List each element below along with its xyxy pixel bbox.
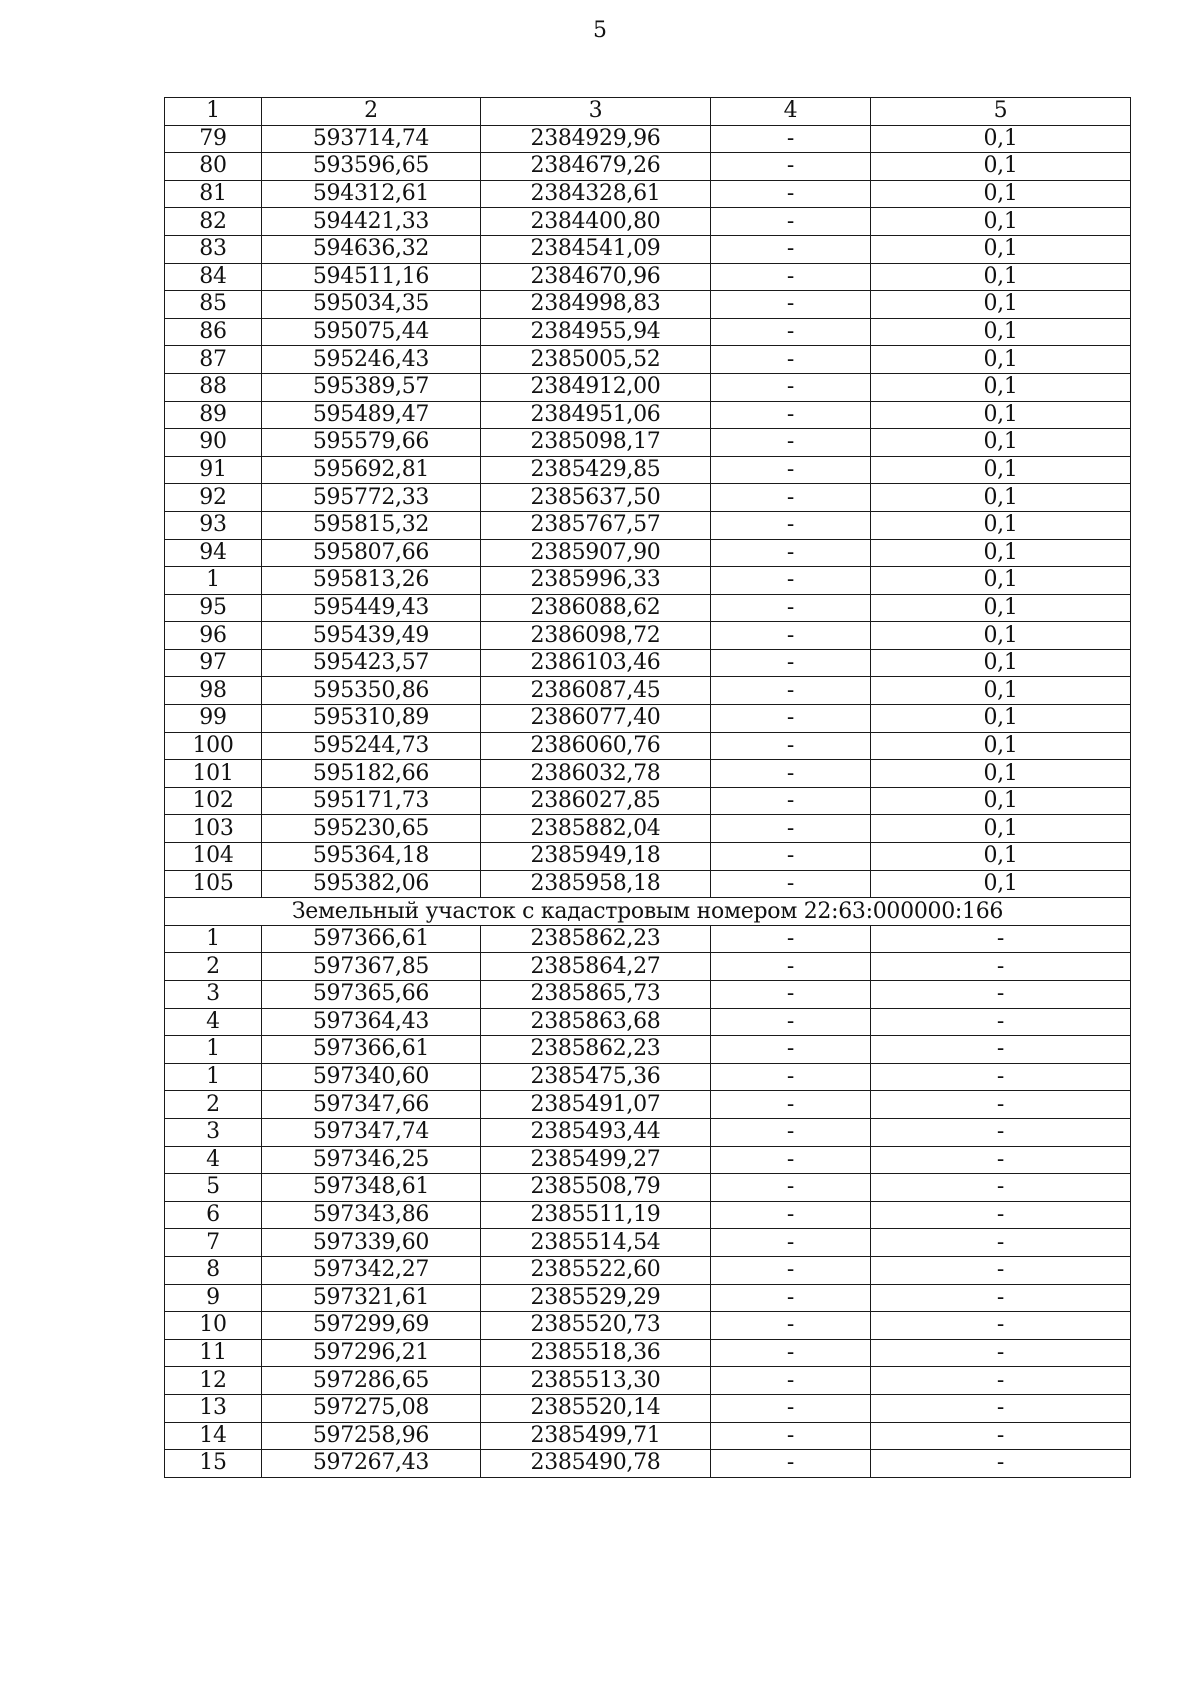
column-5-cell: - xyxy=(871,1422,1131,1450)
header-row xyxy=(165,98,1131,126)
column-4-cell: - xyxy=(711,677,871,705)
column-4-cell: - xyxy=(711,180,871,208)
column-5-cell: 0,1 xyxy=(871,539,1131,567)
x-coordinate-cell: 595310,89 xyxy=(262,705,481,733)
y-coordinate-cell: 2385493,44 xyxy=(481,1118,711,1146)
header-cell-3: 3 xyxy=(481,98,711,126)
table-row xyxy=(165,291,1131,319)
table-row xyxy=(165,981,1131,1009)
column-4-cell: - xyxy=(711,484,871,512)
column-4-cell: - xyxy=(711,732,871,760)
y-coordinate-cell: 2385475,36 xyxy=(481,1063,711,1091)
column-5-cell: 0,1 xyxy=(871,263,1131,291)
column-5-cell: - xyxy=(871,925,1131,953)
column-5-cell: 0,1 xyxy=(871,815,1131,843)
column-5-cell: 0,1 xyxy=(871,318,1131,346)
x-coordinate-cell: 595439,49 xyxy=(262,622,481,650)
column-4-cell: - xyxy=(711,1063,871,1091)
column-4-cell: - xyxy=(711,1422,871,1450)
table-row xyxy=(165,484,1131,512)
y-coordinate-cell: 2385005,52 xyxy=(481,346,711,374)
column-5-cell: - xyxy=(871,1312,1131,1340)
column-5-cell: - xyxy=(871,1394,1131,1422)
y-coordinate-cell: 2386027,85 xyxy=(481,787,711,815)
x-coordinate-cell: 597339,60 xyxy=(262,1229,481,1257)
point-number-cell: 81 xyxy=(165,180,262,208)
point-number-cell: 2 xyxy=(165,953,262,981)
table-row xyxy=(165,1091,1131,1119)
point-number-cell: 6 xyxy=(165,1201,262,1229)
point-number-cell: 94 xyxy=(165,539,262,567)
y-coordinate-cell: 2385098,17 xyxy=(481,429,711,457)
column-4-cell: - xyxy=(711,925,871,953)
column-5-cell: - xyxy=(871,953,1131,981)
y-coordinate-cell: 2385767,57 xyxy=(481,511,711,539)
column-4-cell: - xyxy=(711,153,871,181)
table-row xyxy=(165,1174,1131,1202)
x-coordinate-cell: 595692,81 xyxy=(262,456,481,484)
y-coordinate-cell: 2385511,19 xyxy=(481,1201,711,1229)
table-row xyxy=(165,1036,1131,1064)
x-coordinate-cell: 597347,66 xyxy=(262,1091,481,1119)
x-coordinate-cell: 594421,33 xyxy=(262,208,481,236)
column-4-cell: - xyxy=(711,1036,871,1064)
table-row xyxy=(165,1394,1131,1422)
column-4-cell: - xyxy=(711,953,871,981)
x-coordinate-cell: 595171,73 xyxy=(262,787,481,815)
column-4-cell: - xyxy=(711,1146,871,1174)
y-coordinate-cell: 2386103,46 xyxy=(481,649,711,677)
column-5-cell: - xyxy=(871,1091,1131,1119)
x-coordinate-cell: 595423,57 xyxy=(262,649,481,677)
column-4-cell: - xyxy=(711,511,871,539)
table-row xyxy=(165,539,1131,567)
y-coordinate-cell: 2384955,94 xyxy=(481,318,711,346)
table-row xyxy=(165,1146,1131,1174)
y-coordinate-cell: 2385490,78 xyxy=(481,1450,711,1478)
point-number-cell: 97 xyxy=(165,649,262,677)
point-number-cell: 105 xyxy=(165,870,262,898)
point-number-cell: 9 xyxy=(165,1284,262,1312)
x-coordinate-cell: 597343,86 xyxy=(262,1201,481,1229)
x-coordinate-cell: 595350,86 xyxy=(262,677,481,705)
point-number-cell: 2 xyxy=(165,1091,262,1119)
table-row xyxy=(165,429,1131,457)
y-coordinate-cell: 2384670,96 xyxy=(481,263,711,291)
x-coordinate-cell: 597365,66 xyxy=(262,981,481,1009)
y-coordinate-cell: 2385865,73 xyxy=(481,981,711,1009)
y-coordinate-cell: 2384912,00 xyxy=(481,373,711,401)
y-coordinate-cell: 2385862,23 xyxy=(481,1036,711,1064)
header-cell-5: 5 xyxy=(871,98,1131,126)
header-cell-1: 1 xyxy=(165,98,262,126)
y-coordinate-cell: 2385522,60 xyxy=(481,1256,711,1284)
point-number-cell: 1 xyxy=(165,1063,262,1091)
point-number-cell: 1 xyxy=(165,925,262,953)
section-title-row xyxy=(165,898,1131,926)
column-4-cell: - xyxy=(711,622,871,650)
table-row xyxy=(165,1063,1131,1091)
column-5-cell: 0,1 xyxy=(871,373,1131,401)
y-coordinate-cell: 2385864,27 xyxy=(481,953,711,981)
header-cell-4: 4 xyxy=(711,98,871,126)
table-row xyxy=(165,1008,1131,1036)
table-row xyxy=(165,125,1131,153)
table-row xyxy=(165,263,1131,291)
y-coordinate-cell: 2385429,85 xyxy=(481,456,711,484)
column-5-cell: - xyxy=(871,1367,1131,1395)
column-5-cell: 0,1 xyxy=(871,649,1131,677)
column-5-cell: 0,1 xyxy=(871,235,1131,263)
x-coordinate-cell: 597367,85 xyxy=(262,953,481,981)
column-5-cell: 0,1 xyxy=(871,567,1131,595)
x-coordinate-cell: 595813,26 xyxy=(262,567,481,595)
column-5-cell: - xyxy=(871,1256,1131,1284)
column-4-cell: - xyxy=(711,1118,871,1146)
y-coordinate-cell: 2386087,45 xyxy=(481,677,711,705)
x-coordinate-cell: 597267,43 xyxy=(262,1450,481,1478)
column-5-cell: - xyxy=(871,1229,1131,1257)
column-4-cell: - xyxy=(711,1312,871,1340)
y-coordinate-cell: 2386032,78 xyxy=(481,760,711,788)
y-coordinate-cell: 2385907,90 xyxy=(481,539,711,567)
y-coordinate-cell: 2385499,71 xyxy=(481,1422,711,1450)
x-coordinate-cell: 597321,61 xyxy=(262,1284,481,1312)
column-4-cell: - xyxy=(711,760,871,788)
point-number-cell: 15 xyxy=(165,1450,262,1478)
page-number: 5 xyxy=(593,18,607,43)
table-row xyxy=(165,787,1131,815)
x-coordinate-cell: 595244,73 xyxy=(262,732,481,760)
point-number-cell: 100 xyxy=(165,732,262,760)
point-number-cell: 7 xyxy=(165,1229,262,1257)
point-number-cell: 103 xyxy=(165,815,262,843)
column-5-cell: 0,1 xyxy=(871,401,1131,429)
table-row xyxy=(165,1284,1131,1312)
coordinates-table xyxy=(164,97,1131,1478)
x-coordinate-cell: 595034,35 xyxy=(262,291,481,319)
point-number-cell: 98 xyxy=(165,677,262,705)
column-5-cell: 0,1 xyxy=(871,208,1131,236)
x-coordinate-cell: 595230,65 xyxy=(262,815,481,843)
table-row xyxy=(165,925,1131,953)
table-row xyxy=(165,1118,1131,1146)
x-coordinate-cell: 594511,16 xyxy=(262,263,481,291)
point-number-cell: 89 xyxy=(165,401,262,429)
x-coordinate-cell: 597364,43 xyxy=(262,1008,481,1036)
column-4-cell: - xyxy=(711,787,871,815)
y-coordinate-cell: 2385882,04 xyxy=(481,815,711,843)
column-5-cell: 0,1 xyxy=(871,511,1131,539)
table-row xyxy=(165,677,1131,705)
table-row xyxy=(165,180,1131,208)
y-coordinate-cell: 2385520,73 xyxy=(481,1312,711,1340)
column-5-cell: - xyxy=(871,1201,1131,1229)
column-5-cell: 0,1 xyxy=(871,346,1131,374)
x-coordinate-cell: 597340,60 xyxy=(262,1063,481,1091)
column-5-cell: - xyxy=(871,981,1131,1009)
column-5-cell: 0,1 xyxy=(871,760,1131,788)
table-row xyxy=(165,843,1131,871)
y-coordinate-cell: 2386098,72 xyxy=(481,622,711,650)
point-number-cell: 1 xyxy=(165,1036,262,1064)
point-number-cell: 88 xyxy=(165,373,262,401)
column-5-cell: 0,1 xyxy=(871,732,1131,760)
column-4-cell: - xyxy=(711,567,871,595)
column-5-cell: - xyxy=(871,1339,1131,1367)
column-4-cell: - xyxy=(711,815,871,843)
column-4-cell: - xyxy=(711,429,871,457)
point-number-cell: 79 xyxy=(165,125,262,153)
table-row xyxy=(165,1367,1131,1395)
column-4-cell: - xyxy=(711,981,871,1009)
column-5-cell: 0,1 xyxy=(871,153,1131,181)
point-number-cell: 5 xyxy=(165,1174,262,1202)
point-number-cell: 92 xyxy=(165,484,262,512)
column-5-cell: 0,1 xyxy=(871,125,1131,153)
x-coordinate-cell: 595807,66 xyxy=(262,539,481,567)
column-5-cell: - xyxy=(871,1036,1131,1064)
column-5-cell: - xyxy=(871,1118,1131,1146)
column-4-cell: - xyxy=(711,594,871,622)
column-4-cell: - xyxy=(711,1284,871,1312)
x-coordinate-cell: 595075,44 xyxy=(262,318,481,346)
y-coordinate-cell: 2385637,50 xyxy=(481,484,711,512)
x-coordinate-cell: 597275,08 xyxy=(262,1394,481,1422)
table-row xyxy=(165,705,1131,733)
point-number-cell: 86 xyxy=(165,318,262,346)
column-4-cell: - xyxy=(711,539,871,567)
column-5-cell: - xyxy=(871,1063,1131,1091)
column-4-cell: - xyxy=(711,870,871,898)
column-5-cell: 0,1 xyxy=(871,594,1131,622)
y-coordinate-cell: 2384998,83 xyxy=(481,291,711,319)
x-coordinate-cell: 597296,21 xyxy=(262,1339,481,1367)
x-coordinate-cell: 595815,32 xyxy=(262,511,481,539)
table-row xyxy=(165,1450,1131,1478)
x-coordinate-cell: 593714,74 xyxy=(262,125,481,153)
x-coordinate-cell: 597342,27 xyxy=(262,1256,481,1284)
column-4-cell: - xyxy=(711,318,871,346)
y-coordinate-cell: 2385949,18 xyxy=(481,843,711,871)
column-4-cell: - xyxy=(711,373,871,401)
x-coordinate-cell: 595579,66 xyxy=(262,429,481,457)
column-5-cell: 0,1 xyxy=(871,843,1131,871)
x-coordinate-cell: 597366,61 xyxy=(262,1036,481,1064)
x-coordinate-cell: 594312,61 xyxy=(262,180,481,208)
table-row xyxy=(165,732,1131,760)
column-4-cell: - xyxy=(711,235,871,263)
table-row xyxy=(165,318,1131,346)
x-coordinate-cell: 597366,61 xyxy=(262,925,481,953)
column-4-cell: - xyxy=(711,843,871,871)
table-row xyxy=(165,1312,1131,1340)
column-4-cell: - xyxy=(711,1450,871,1478)
table-row xyxy=(165,456,1131,484)
point-number-cell: 8 xyxy=(165,1256,262,1284)
x-coordinate-cell: 595382,06 xyxy=(262,870,481,898)
x-coordinate-cell: 595389,57 xyxy=(262,373,481,401)
column-4-cell: - xyxy=(711,456,871,484)
table-row xyxy=(165,1422,1131,1450)
x-coordinate-cell: 595364,18 xyxy=(262,843,481,871)
column-5-cell: 0,1 xyxy=(871,870,1131,898)
x-coordinate-cell: 595772,33 xyxy=(262,484,481,512)
column-5-cell: 0,1 xyxy=(871,705,1131,733)
table-row xyxy=(165,594,1131,622)
y-coordinate-cell: 2385862,23 xyxy=(481,925,711,953)
y-coordinate-cell: 2385499,27 xyxy=(481,1146,711,1174)
column-4-cell: - xyxy=(711,705,871,733)
point-number-cell: 80 xyxy=(165,153,262,181)
header-cell-2: 2 xyxy=(262,98,481,126)
y-coordinate-cell: 2386077,40 xyxy=(481,705,711,733)
column-5-cell: - xyxy=(871,1284,1131,1312)
column-5-cell: - xyxy=(871,1450,1131,1478)
x-coordinate-cell: 597347,74 xyxy=(262,1118,481,1146)
column-5-cell: 0,1 xyxy=(871,622,1131,650)
table-row xyxy=(165,567,1131,595)
y-coordinate-cell: 2385491,07 xyxy=(481,1091,711,1119)
column-4-cell: - xyxy=(711,1201,871,1229)
point-number-cell: 14 xyxy=(165,1422,262,1450)
table-row xyxy=(165,511,1131,539)
x-coordinate-cell: 595489,47 xyxy=(262,401,481,429)
point-number-cell: 3 xyxy=(165,1118,262,1146)
column-5-cell: 0,1 xyxy=(871,429,1131,457)
y-coordinate-cell: 2386060,76 xyxy=(481,732,711,760)
column-4-cell: - xyxy=(711,291,871,319)
point-number-cell: 11 xyxy=(165,1339,262,1367)
y-coordinate-cell: 2385518,36 xyxy=(481,1339,711,1367)
point-number-cell: 104 xyxy=(165,843,262,871)
table-row xyxy=(165,815,1131,843)
point-number-cell: 101 xyxy=(165,760,262,788)
column-4-cell: - xyxy=(711,1339,871,1367)
y-coordinate-cell: 2385958,18 xyxy=(481,870,711,898)
column-5-cell: - xyxy=(871,1146,1131,1174)
y-coordinate-cell: 2386088,62 xyxy=(481,594,711,622)
column-4-cell: - xyxy=(711,1256,871,1284)
x-coordinate-cell: 593596,65 xyxy=(262,153,481,181)
y-coordinate-cell: 2385514,54 xyxy=(481,1229,711,1257)
point-number-cell: 82 xyxy=(165,208,262,236)
table-row xyxy=(165,153,1131,181)
point-number-cell: 4 xyxy=(165,1008,262,1036)
column-4-cell: - xyxy=(711,263,871,291)
point-number-cell: 99 xyxy=(165,705,262,733)
table-row xyxy=(165,208,1131,236)
column-5-cell: 0,1 xyxy=(871,291,1131,319)
table-row xyxy=(165,622,1131,650)
point-number-cell: 91 xyxy=(165,456,262,484)
y-coordinate-cell: 2385520,14 xyxy=(481,1394,711,1422)
point-number-cell: 12 xyxy=(165,1367,262,1395)
column-4-cell: - xyxy=(711,649,871,677)
point-number-cell: 13 xyxy=(165,1394,262,1422)
y-coordinate-cell: 2384541,09 xyxy=(481,235,711,263)
column-4-cell: - xyxy=(711,208,871,236)
column-4-cell: - xyxy=(711,1091,871,1119)
point-number-cell: 84 xyxy=(165,263,262,291)
column-5-cell: - xyxy=(871,1174,1131,1202)
column-4-cell: - xyxy=(711,1229,871,1257)
y-coordinate-cell: 2384929,96 xyxy=(481,125,711,153)
y-coordinate-cell: 2385513,30 xyxy=(481,1367,711,1395)
table-row xyxy=(165,1256,1131,1284)
point-number-cell: 3 xyxy=(165,981,262,1009)
table-row xyxy=(165,953,1131,981)
y-coordinate-cell: 2385996,33 xyxy=(481,567,711,595)
table-row xyxy=(165,649,1131,677)
y-coordinate-cell: 2385508,79 xyxy=(481,1174,711,1202)
point-number-cell: 95 xyxy=(165,594,262,622)
table-row xyxy=(165,760,1131,788)
x-coordinate-cell: 594636,32 xyxy=(262,235,481,263)
column-4-cell: - xyxy=(711,1174,871,1202)
y-coordinate-cell: 2384679,26 xyxy=(481,153,711,181)
column-5-cell: 0,1 xyxy=(871,456,1131,484)
x-coordinate-cell: 597346,25 xyxy=(262,1146,481,1174)
table-row xyxy=(165,1229,1131,1257)
x-coordinate-cell: 595449,43 xyxy=(262,594,481,622)
point-number-cell: 10 xyxy=(165,1312,262,1340)
x-coordinate-cell: 595182,66 xyxy=(262,760,481,788)
coordinates-table-body xyxy=(165,98,1131,1478)
point-number-cell: 85 xyxy=(165,291,262,319)
table-row xyxy=(165,1339,1131,1367)
x-coordinate-cell: 597348,61 xyxy=(262,1174,481,1202)
table-row xyxy=(165,401,1131,429)
column-5-cell: 0,1 xyxy=(871,484,1131,512)
point-number-cell: 96 xyxy=(165,622,262,650)
column-5-cell: 0,1 xyxy=(871,677,1131,705)
point-number-cell: 1 xyxy=(165,567,262,595)
column-4-cell: - xyxy=(711,125,871,153)
point-number-cell: 93 xyxy=(165,511,262,539)
y-coordinate-cell: 2385529,29 xyxy=(481,1284,711,1312)
table-row xyxy=(165,1201,1131,1229)
y-coordinate-cell: 2384400,80 xyxy=(481,208,711,236)
x-coordinate-cell: 597299,69 xyxy=(262,1312,481,1340)
column-5-cell: 0,1 xyxy=(871,180,1131,208)
y-coordinate-cell: 2384951,06 xyxy=(481,401,711,429)
column-4-cell: - xyxy=(711,1008,871,1036)
point-number-cell: 4 xyxy=(165,1146,262,1174)
column-5-cell: 0,1 xyxy=(871,787,1131,815)
point-number-cell: 102 xyxy=(165,787,262,815)
column-4-cell: - xyxy=(711,1394,871,1422)
table-row xyxy=(165,346,1131,374)
table-row xyxy=(165,373,1131,401)
y-coordinate-cell: 2384328,61 xyxy=(481,180,711,208)
column-4-cell: - xyxy=(711,346,871,374)
table-row xyxy=(165,870,1131,898)
point-number-cell: 83 xyxy=(165,235,262,263)
table-row xyxy=(165,235,1131,263)
column-5-cell: - xyxy=(871,1008,1131,1036)
x-coordinate-cell: 597286,65 xyxy=(262,1367,481,1395)
y-coordinate-cell: 2385863,68 xyxy=(481,1008,711,1036)
section-title: Земельный участок с кадастровым номером 22:63:000000:166 xyxy=(165,898,1131,926)
point-number-cell: 90 xyxy=(165,429,262,457)
point-number-cell: 87 xyxy=(165,346,262,374)
column-4-cell: - xyxy=(711,1367,871,1395)
x-coordinate-cell: 597258,96 xyxy=(262,1422,481,1450)
x-coordinate-cell: 595246,43 xyxy=(262,346,481,374)
column-4-cell: - xyxy=(711,401,871,429)
